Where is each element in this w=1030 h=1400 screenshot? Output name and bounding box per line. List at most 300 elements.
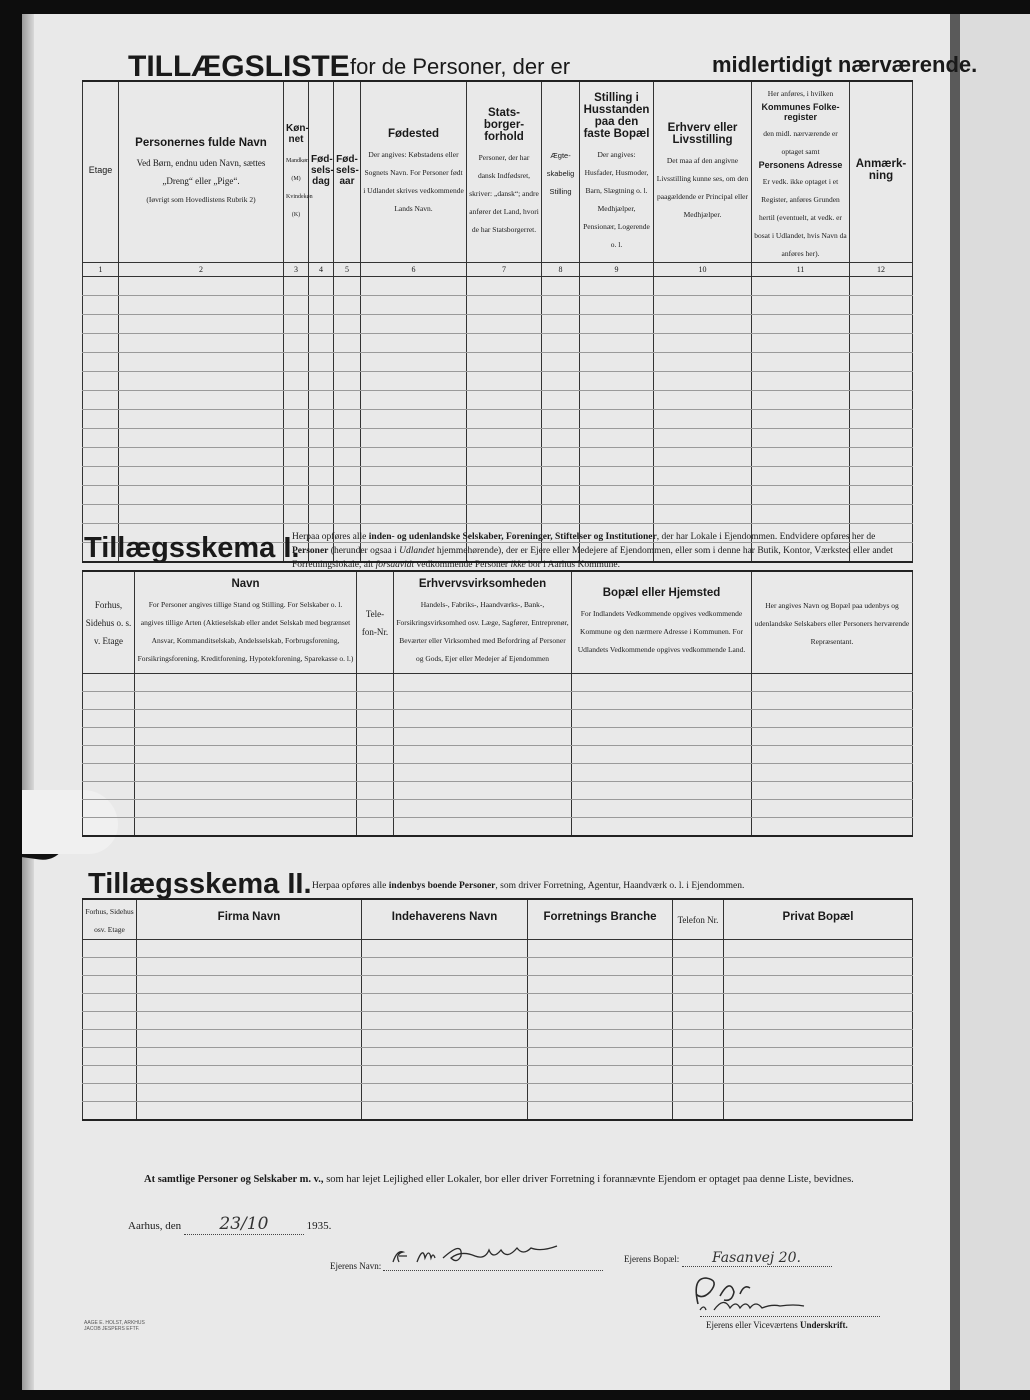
table-cell bbox=[334, 505, 361, 524]
tillaegsliste-table bbox=[82, 80, 913, 563]
table-cell bbox=[724, 1083, 913, 1101]
table-cell bbox=[467, 334, 542, 353]
table-cell bbox=[654, 410, 752, 429]
col-number: 3 bbox=[284, 263, 309, 277]
table-cell bbox=[673, 1065, 724, 1083]
table-row bbox=[83, 1047, 913, 1065]
skema2-title: Tillægsskema II. bbox=[88, 868, 312, 900]
table-cell bbox=[357, 673, 394, 691]
col-folkeregister: Her anføres, i hvilken Kommunes Folke-register den midl. nærværende er optaget samt Personens Adresse Er vedk. ikke optaget i et Register, anføres Grunden hertil (eventuelt, at vedk. er bosat i Udlandet, hvis Navn da anføres her). bbox=[752, 81, 850, 263]
table-cell bbox=[361, 429, 467, 448]
table-cell bbox=[119, 391, 284, 410]
table-cell bbox=[119, 410, 284, 429]
col-navn: Navn For Personer angives tillige Stand og Stilling. For Selskaber o. l. angives tillige Arten (Aktieselskab eller andet Selskab med begrænset Ansvar, Kommanditselskab, Andelsselskab, Forbrugsforening, Forsikringsforening, Kreditforening, Hypotekforening, Sparekasse o. l.) bbox=[135, 571, 357, 673]
skema1-description: Herpaa opføres alle inden- og udenlandske Selskaber, Foreninger, Stiftelser og Institutioner, der har Lokale i Ejendommen. Endvidere opføres her de Personer (herunder ogsaa i Udlandet hjemmehørende), der er Ejere eller Medejere af Ejendommen, eller som i denne har Butik, Kontor, Værksted eller andet Forretningslokale, alt forsaavidt vedkommende Personer ikke bor i Aarhus Kommune. bbox=[292, 532, 893, 570]
table-cell bbox=[135, 763, 357, 781]
table-cell bbox=[135, 799, 357, 817]
table-cell bbox=[654, 391, 752, 410]
table-cell bbox=[467, 315, 542, 334]
table-cell bbox=[119, 505, 284, 524]
table1-header-row bbox=[83, 81, 913, 263]
table-cell bbox=[284, 296, 309, 315]
table-cell bbox=[528, 957, 673, 975]
table-cell bbox=[528, 1101, 673, 1120]
table-cell bbox=[724, 1101, 913, 1120]
col-koen: Køn-net Mandkøn (M) Kvindekøn (K) bbox=[284, 81, 309, 263]
table-cell bbox=[752, 353, 850, 372]
table-cell bbox=[542, 467, 580, 486]
signer-signature bbox=[680, 1266, 880, 1314]
table-cell bbox=[334, 410, 361, 429]
col-number: 2 bbox=[119, 263, 284, 277]
handwritten-date: 23/10 bbox=[219, 1214, 269, 1234]
table-cell bbox=[394, 817, 572, 836]
table-cell bbox=[119, 486, 284, 505]
table-cell bbox=[542, 429, 580, 448]
table-cell bbox=[284, 353, 309, 372]
table-cell bbox=[357, 745, 394, 763]
table-cell bbox=[542, 486, 580, 505]
table-cell bbox=[309, 296, 334, 315]
col-bopael: Bopæl eller Hjemsted For Indlandets Vedkommende opgives vedkommende Kommune og den nærmere Adresse i Kommunen. For Udlandets Vedkommende opgives vedkommende Land. bbox=[572, 571, 752, 673]
table-cell bbox=[362, 1011, 528, 1029]
table-cell bbox=[309, 391, 334, 410]
table-cell bbox=[467, 372, 542, 391]
table-cell bbox=[654, 277, 752, 296]
table-cell bbox=[752, 691, 913, 709]
table-cell bbox=[357, 763, 394, 781]
col-privat-bopael: Privat Bopæl bbox=[724, 899, 913, 939]
table-cell bbox=[580, 315, 654, 334]
table-cell bbox=[334, 486, 361, 505]
table-row bbox=[83, 763, 913, 781]
table-cell bbox=[654, 315, 752, 334]
table-cell bbox=[83, 817, 135, 836]
table-cell bbox=[850, 372, 913, 391]
table-row bbox=[83, 334, 913, 353]
table-cell bbox=[572, 745, 752, 763]
table-cell bbox=[362, 993, 528, 1011]
owner-address-field: Ejerens Bopæl: Fasanvej 20. bbox=[624, 1250, 832, 1267]
table-row bbox=[83, 799, 913, 817]
page-edge bbox=[22, 14, 34, 1390]
table-cell bbox=[334, 372, 361, 391]
signature-line bbox=[700, 1316, 880, 1317]
table-row bbox=[83, 957, 913, 975]
table-cell bbox=[752, 709, 913, 727]
table-cell bbox=[137, 975, 362, 993]
attestation-text: At samtlige Personer og Selskaber m. v., som har lejet Lejlighed eller Lokaler, bor eller driver Forretning i forannævnte Ejendom er optaget paa denne Liste, bevidnes. bbox=[144, 1174, 854, 1185]
table-cell bbox=[654, 467, 752, 486]
table-cell bbox=[83, 1047, 137, 1065]
table-cell bbox=[137, 1101, 362, 1120]
skema2-entry-rows bbox=[83, 939, 913, 1120]
table-cell bbox=[580, 410, 654, 429]
table-cell bbox=[135, 673, 357, 691]
table-cell bbox=[83, 993, 137, 1011]
adjacent-page bbox=[960, 14, 1030, 1390]
table-cell bbox=[724, 1047, 913, 1065]
table-cell bbox=[361, 296, 467, 315]
skema1-entry-rows bbox=[83, 673, 913, 836]
table-cell bbox=[542, 448, 580, 467]
table-cell bbox=[362, 957, 528, 975]
table-cell bbox=[752, 763, 913, 781]
table-cell bbox=[580, 372, 654, 391]
table-cell bbox=[137, 1011, 362, 1029]
table-cell bbox=[467, 505, 542, 524]
table-cell bbox=[724, 939, 913, 957]
table-cell bbox=[83, 1011, 137, 1029]
table-cell bbox=[467, 277, 542, 296]
form-title-rest: for de Personer, der er bbox=[350, 54, 571, 79]
table-row bbox=[83, 372, 913, 391]
table-cell bbox=[137, 939, 362, 957]
col-telefon: Tele-fon-Nr. bbox=[357, 571, 394, 673]
table-cell bbox=[572, 727, 752, 745]
table-cell bbox=[362, 1047, 528, 1065]
table-cell bbox=[334, 353, 361, 372]
table-cell bbox=[724, 975, 913, 993]
table-cell bbox=[850, 296, 913, 315]
skema2-description: Herpaa opføres alle indenbys boende Personer, som driver Forretning, Agentur, Haandværk o. l. i Ejendommen. bbox=[312, 881, 745, 891]
table-cell bbox=[334, 467, 361, 486]
printer-mark: AAGE E. HOLST, ARKHUS JACOB JESPERS EFTF. bbox=[84, 1320, 145, 1332]
table-cell bbox=[850, 277, 913, 296]
table-cell bbox=[357, 799, 394, 817]
table-cell bbox=[654, 486, 752, 505]
table-cell bbox=[850, 467, 913, 486]
table-cell bbox=[580, 277, 654, 296]
table-cell bbox=[334, 296, 361, 315]
table-cell bbox=[572, 817, 752, 836]
table-row bbox=[83, 1101, 913, 1120]
table-cell bbox=[83, 296, 119, 315]
table-row bbox=[83, 391, 913, 410]
table-cell bbox=[83, 486, 119, 505]
table-cell bbox=[467, 429, 542, 448]
table-cell bbox=[83, 277, 119, 296]
table-cell bbox=[361, 486, 467, 505]
col-indehaver: Indehaverens Navn bbox=[362, 899, 528, 939]
table-cell bbox=[135, 781, 357, 799]
table-row bbox=[83, 1065, 913, 1083]
col-number: 6 bbox=[361, 263, 467, 277]
table-cell bbox=[528, 1011, 673, 1029]
table-cell bbox=[309, 486, 334, 505]
table-cell bbox=[119, 448, 284, 467]
table-row bbox=[83, 467, 913, 486]
table-cell bbox=[137, 957, 362, 975]
col-number: 8 bbox=[542, 263, 580, 277]
table-cell bbox=[119, 277, 284, 296]
table-cell bbox=[362, 1029, 528, 1047]
table-cell bbox=[528, 939, 673, 957]
table-cell bbox=[334, 277, 361, 296]
table-cell bbox=[572, 763, 752, 781]
table-cell bbox=[752, 296, 850, 315]
table-cell bbox=[673, 1029, 724, 1047]
skema2-table bbox=[82, 898, 913, 1121]
table-row bbox=[83, 709, 913, 727]
table-cell bbox=[334, 429, 361, 448]
table-cell bbox=[673, 939, 724, 957]
table-cell bbox=[724, 1011, 913, 1029]
form-title-emphasis: midlertidigt nærværende. bbox=[712, 52, 978, 77]
table-cell bbox=[850, 410, 913, 429]
table-cell bbox=[137, 1029, 362, 1047]
table-cell bbox=[137, 1065, 362, 1083]
table-cell bbox=[137, 993, 362, 1011]
table-cell bbox=[334, 391, 361, 410]
owner-name-field: Ejerens Navn: bbox=[330, 1250, 603, 1271]
table-cell bbox=[850, 353, 913, 372]
table-cell bbox=[83, 372, 119, 391]
table-cell bbox=[528, 1029, 673, 1047]
table-cell bbox=[135, 727, 357, 745]
table-cell bbox=[309, 429, 334, 448]
table-row bbox=[83, 673, 913, 691]
table-cell bbox=[83, 429, 119, 448]
col-telefon: Telefon Nr. bbox=[673, 899, 724, 939]
table-cell bbox=[284, 334, 309, 353]
table-cell bbox=[83, 1029, 137, 1047]
table-cell bbox=[119, 467, 284, 486]
table-cell bbox=[572, 673, 752, 691]
table-cell bbox=[119, 315, 284, 334]
table-cell bbox=[752, 467, 850, 486]
table-cell bbox=[752, 505, 850, 524]
table-cell bbox=[135, 745, 357, 763]
table-cell bbox=[752, 277, 850, 296]
table-cell bbox=[362, 975, 528, 993]
table-row bbox=[83, 277, 913, 296]
table-cell bbox=[673, 957, 724, 975]
page-gutter bbox=[950, 14, 960, 1390]
table-cell bbox=[724, 957, 913, 975]
table-cell bbox=[361, 505, 467, 524]
table-cell bbox=[362, 939, 528, 957]
table-cell bbox=[850, 429, 913, 448]
table-cell bbox=[528, 993, 673, 1011]
table-cell bbox=[83, 391, 119, 410]
table-row bbox=[83, 939, 913, 957]
table-cell bbox=[580, 296, 654, 315]
table-cell bbox=[83, 691, 135, 709]
table-cell bbox=[752, 334, 850, 353]
table-cell bbox=[580, 353, 654, 372]
table-cell bbox=[572, 691, 752, 709]
col-number: 1 bbox=[83, 263, 119, 277]
col-repraesentant: Her angives Navn og Bopæl paa udenbys og udenlandske Selskabers eller Personers herværende Repræsentant. bbox=[752, 571, 913, 673]
table-cell bbox=[528, 975, 673, 993]
table-cell bbox=[850, 315, 913, 334]
table-cell bbox=[357, 727, 394, 745]
table-cell bbox=[135, 817, 357, 836]
col-etage: Etage bbox=[83, 81, 119, 263]
table-cell bbox=[850, 334, 913, 353]
table-cell bbox=[850, 505, 913, 524]
table-cell bbox=[580, 486, 654, 505]
col-aegteskab: Ægte-skabelig Stilling bbox=[542, 81, 580, 263]
table-cell bbox=[542, 334, 580, 353]
table-cell bbox=[361, 353, 467, 372]
table-cell bbox=[542, 391, 580, 410]
table-cell bbox=[135, 709, 357, 727]
table-cell bbox=[83, 781, 135, 799]
table-cell bbox=[724, 1029, 913, 1047]
table-row bbox=[83, 817, 913, 836]
table-cell bbox=[284, 372, 309, 391]
table-cell bbox=[654, 296, 752, 315]
table-cell bbox=[284, 467, 309, 486]
table-cell bbox=[284, 391, 309, 410]
table-cell bbox=[467, 296, 542, 315]
col-foedested: Fødested Der angives: Købstadens eller Sognets Navn. For Personer født i Udlandet skrives vedkommende Lands Navn. bbox=[361, 81, 467, 263]
table-cell bbox=[309, 334, 334, 353]
table-cell bbox=[528, 1065, 673, 1083]
skema2-header-row bbox=[83, 899, 913, 939]
table-cell bbox=[572, 709, 752, 727]
table-row bbox=[83, 410, 913, 429]
table-cell bbox=[654, 334, 752, 353]
table-cell bbox=[83, 727, 135, 745]
table-cell bbox=[850, 486, 913, 505]
table-cell bbox=[83, 673, 135, 691]
table-cell bbox=[83, 745, 135, 763]
table-cell bbox=[394, 691, 572, 709]
table-cell bbox=[394, 799, 572, 817]
table-cell bbox=[309, 448, 334, 467]
col-number: 12 bbox=[850, 263, 913, 277]
table-cell bbox=[752, 817, 913, 836]
table-cell bbox=[284, 448, 309, 467]
col-etage: Forhus, Sidehus osv. Etage bbox=[83, 899, 137, 939]
table-cell bbox=[752, 486, 850, 505]
table-cell bbox=[654, 429, 752, 448]
table-cell bbox=[83, 975, 137, 993]
table-cell bbox=[580, 391, 654, 410]
table-cell bbox=[394, 709, 572, 727]
table-cell bbox=[83, 448, 119, 467]
table-cell bbox=[362, 1083, 528, 1101]
table-cell bbox=[83, 1101, 137, 1120]
table-cell bbox=[752, 315, 850, 334]
table-cell bbox=[361, 467, 467, 486]
table-row bbox=[83, 505, 913, 524]
table-row bbox=[83, 1011, 913, 1029]
table-cell bbox=[137, 1083, 362, 1101]
table-cell bbox=[654, 353, 752, 372]
handwritten-address: Fasanvej 20. bbox=[712, 1250, 801, 1266]
table-cell bbox=[309, 353, 334, 372]
table-cell bbox=[467, 353, 542, 372]
table-cell bbox=[542, 372, 580, 391]
table-cell bbox=[580, 448, 654, 467]
table-cell bbox=[284, 410, 309, 429]
form-title: TILLÆGSLISTE bbox=[128, 50, 350, 83]
table-cell bbox=[83, 315, 119, 334]
table-cell bbox=[334, 334, 361, 353]
table-cell bbox=[542, 353, 580, 372]
table-cell bbox=[361, 334, 467, 353]
table-cell bbox=[572, 781, 752, 799]
table-cell bbox=[361, 372, 467, 391]
table-cell bbox=[284, 486, 309, 505]
table-cell bbox=[83, 505, 119, 524]
table-cell bbox=[394, 781, 572, 799]
table-row bbox=[83, 1083, 913, 1101]
table-cell bbox=[724, 993, 913, 1011]
table-cell bbox=[361, 391, 467, 410]
table-cell bbox=[542, 315, 580, 334]
table-cell bbox=[83, 334, 119, 353]
table-cell bbox=[394, 745, 572, 763]
table-cell bbox=[673, 993, 724, 1011]
table-cell bbox=[394, 673, 572, 691]
table-cell bbox=[137, 1047, 362, 1065]
col-number: 5 bbox=[334, 263, 361, 277]
col-foedselsaar: Fød-sels-aar bbox=[334, 81, 361, 263]
table-cell bbox=[362, 1101, 528, 1120]
table-cell bbox=[83, 467, 119, 486]
table-row bbox=[83, 975, 913, 993]
table-cell bbox=[83, 410, 119, 429]
table-cell bbox=[654, 505, 752, 524]
table-cell bbox=[467, 410, 542, 429]
table-cell bbox=[542, 410, 580, 429]
table-cell bbox=[284, 429, 309, 448]
col-statsborger: Stats-borger-forhold Personer, der har dansk Indfødsret, skriver: „dansk“; andre anfører det Land, hvori de har Statsborgerret. bbox=[467, 81, 542, 263]
table1-entry-rows bbox=[83, 277, 913, 563]
table-cell bbox=[542, 505, 580, 524]
table-cell bbox=[654, 448, 752, 467]
table-row bbox=[83, 1029, 913, 1047]
table-cell bbox=[580, 429, 654, 448]
table-cell bbox=[654, 372, 752, 391]
skema1-table bbox=[82, 570, 913, 837]
skema1-title: Tillægsskema I. bbox=[84, 532, 300, 564]
col-erhverv: Erhverv eller Livsstilling Det maa af den angivne Livsstilling kunne ses, om den paagældende er Principal eller Medhjælper. bbox=[654, 81, 752, 263]
table-cell bbox=[309, 372, 334, 391]
col-branche: Forretnings Branche bbox=[528, 899, 673, 939]
table-cell bbox=[752, 799, 913, 817]
table-cell bbox=[467, 467, 542, 486]
table-cell bbox=[362, 1065, 528, 1083]
col-firma-navn: Firma Navn bbox=[137, 899, 362, 939]
table-cell bbox=[394, 727, 572, 745]
table-cell bbox=[83, 1083, 137, 1101]
table-cell bbox=[83, 957, 137, 975]
table-cell bbox=[673, 1047, 724, 1065]
table-cell bbox=[580, 334, 654, 353]
table-cell bbox=[83, 763, 135, 781]
table-row bbox=[83, 429, 913, 448]
col-stilling: Stilling i Husstanden paa den faste Bopæl Der angives: Husfader, Husmoder, Barn, Slægtning o. l. Medhjælper, Pensionær, Logerende o. l. bbox=[580, 81, 654, 263]
table-cell bbox=[528, 1047, 673, 1065]
table-row bbox=[83, 691, 913, 709]
table-cell bbox=[467, 486, 542, 505]
signer-label: Ejerens eller Viceværtens Underskrift. bbox=[706, 1320, 848, 1330]
table-cell bbox=[357, 781, 394, 799]
table-row bbox=[83, 781, 913, 799]
table-cell bbox=[334, 448, 361, 467]
table-row bbox=[83, 296, 913, 315]
table-row bbox=[83, 745, 913, 763]
table-cell bbox=[467, 448, 542, 467]
table-cell bbox=[752, 727, 913, 745]
table-cell bbox=[284, 277, 309, 296]
